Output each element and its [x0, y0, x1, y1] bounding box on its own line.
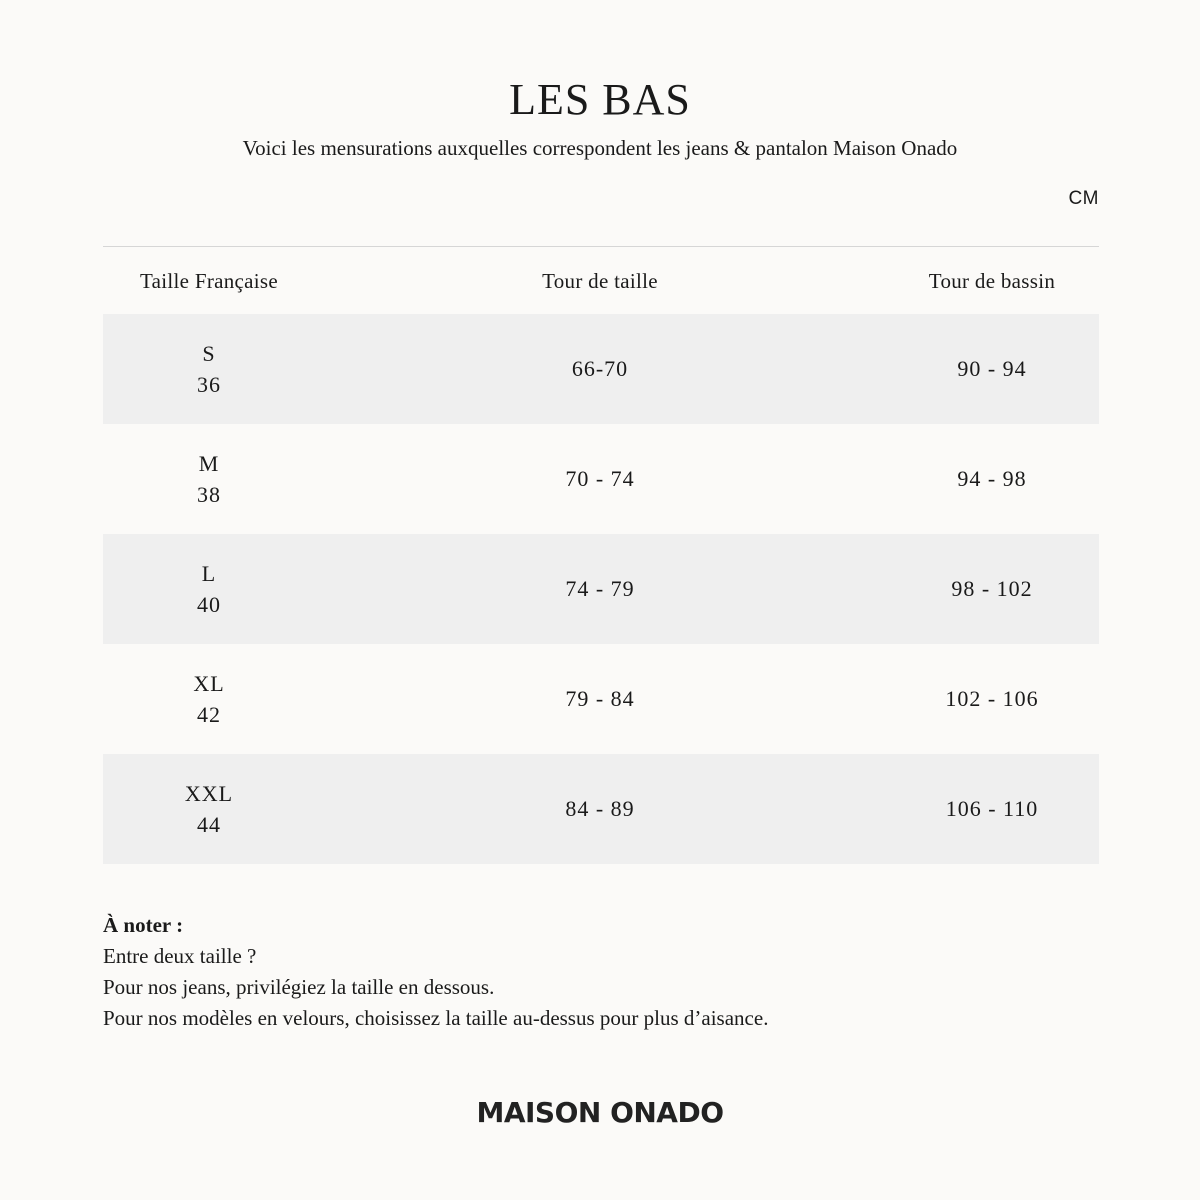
size-letter: XL [193, 671, 225, 696]
unit-label: CM [1068, 188, 1099, 209]
page-title: LES BAS [509, 75, 691, 124]
column-header-hip: Tour de bassin [928, 268, 1056, 293]
column-header-waist: Tour de taille [542, 268, 658, 293]
size-cell [103, 778, 315, 840]
table-row [103, 424, 1099, 534]
brand-logo: MAISON ONADO [476, 1096, 724, 1129]
hip-cell: 94 - 98 [957, 466, 1027, 491]
size-cell [103, 558, 315, 620]
table-row [103, 534, 1099, 644]
note-line: Pour nos modèles en velours, choisissez la taille au-dessus pour plus d’aisance. [103, 1006, 769, 1030]
size-letter: L [201, 561, 217, 586]
waist-cell: 74 - 79 [565, 576, 635, 601]
waist-cell: 79 - 84 [565, 686, 635, 711]
table-row [103, 754, 1099, 864]
size-cell [103, 338, 315, 400]
hip-cell: 90 - 94 [957, 356, 1027, 381]
page-subtitle: Voici les mensurations auxquelles correspondent les jeans & pantalon Maison Onado [242, 136, 958, 160]
size-number: 38 [197, 482, 221, 507]
size-cell [103, 448, 315, 510]
table-divider [103, 246, 1099, 247]
table-row [103, 314, 1099, 424]
note-line: Pour nos jeans, privilégiez la taille en dessous. [103, 975, 495, 999]
size-number: 36 [197, 372, 221, 397]
note-line: Entre deux taille ? [103, 944, 257, 968]
table-header-row [103, 248, 1099, 314]
size-cell [103, 668, 315, 730]
size-number: 44 [197, 812, 221, 837]
hip-cell: 106 - 110 [945, 796, 1039, 821]
notes-title: À noter : [103, 913, 184, 937]
size-number: 42 [197, 702, 221, 727]
size-letter: XXL [184, 781, 234, 806]
size-letter: M [198, 451, 220, 476]
waist-cell: 70 - 74 [565, 466, 635, 491]
waist-cell: 66-70 [571, 356, 629, 381]
table-row [103, 644, 1099, 754]
size-number: 40 [197, 592, 221, 617]
waist-cell: 84 - 89 [565, 796, 635, 821]
size-table [103, 248, 1099, 864]
notes-section [103, 910, 1103, 1034]
column-header-size: Taille Française [139, 268, 279, 293]
size-letter: S [202, 341, 216, 366]
hip-cell: 102 - 106 [945, 686, 1039, 711]
hip-cell: 98 - 102 [951, 576, 1033, 601]
